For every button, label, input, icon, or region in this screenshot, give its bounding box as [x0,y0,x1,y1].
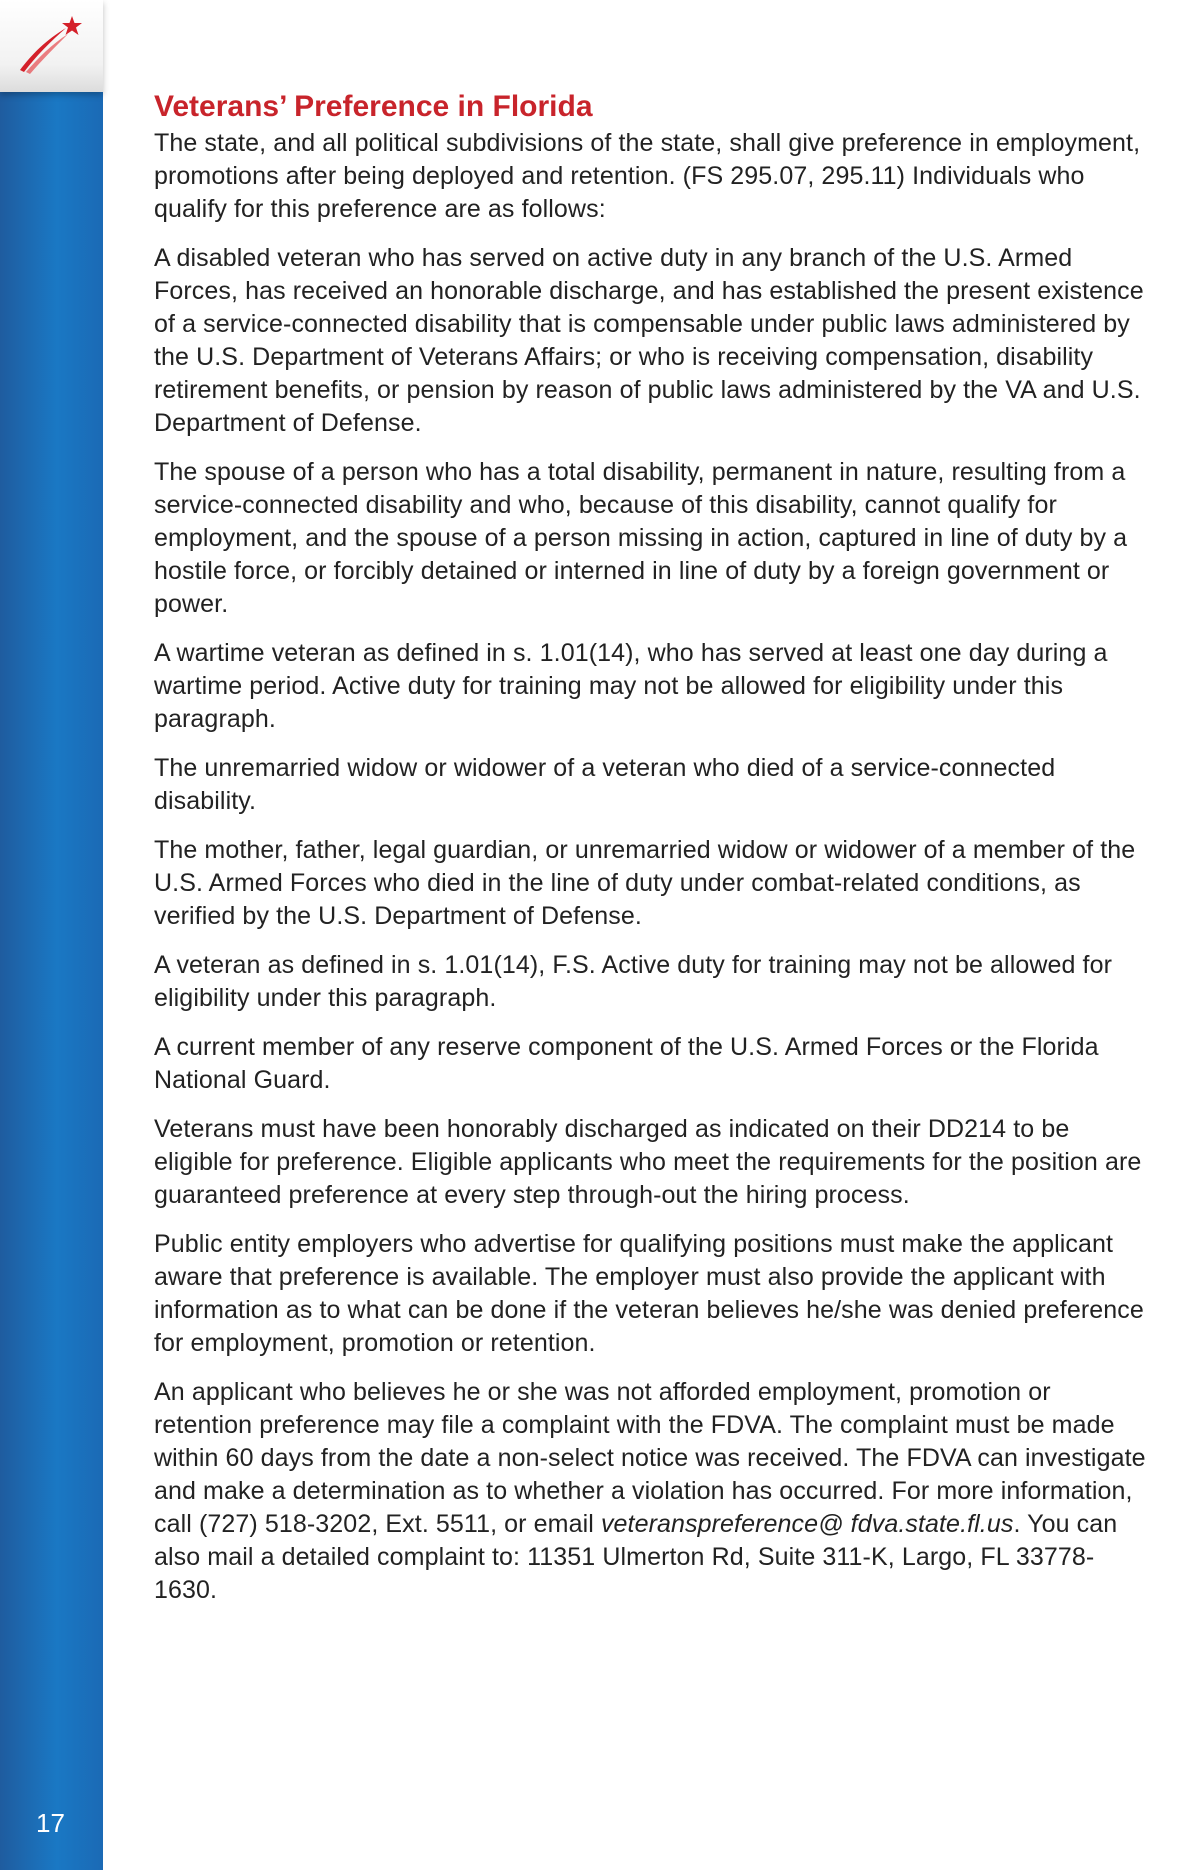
page-content [154,88,1154,1623]
paragraph-veteran-definition: A veteran as defined in s. 1.01(14), F.S. Active duty for training may not be allowed for eligibility under this paragraph. [154,951,1113,1012]
left-sidebar-band [0,0,103,1870]
page-title: Veterans’ Preference in Florida [154,90,593,123]
page-number: 17 [36,1808,65,1838]
email-link[interactable]: veteranspreference@ fdva.state.fl.us [600,1510,1014,1538]
shooting-star-icon [16,14,86,74]
paragraph-reserve-member: A current member of any reserve component of the U.S. Armed Forces or the Florida National Guard. [154,1033,1099,1094]
complaint-text: An applicant who believes he or she was not afforded employment, promotion or retention preference may file a complaint with the FDVA. The complaint must be made within 60 days from the date a non-select notice was received. The FDVA can investigate and make a determination as to whether a violation has occurred. For more information, call (727) 518-3202, Ext. 5511, or email [154,1378,1146,1538]
paragraph-wartime-veteran: A wartime veteran as defined in s. 1.01(14), who has served at least one day during a wartime period. Active duty for training may not be allowed for eligibility under this paragraph. [154,639,1108,733]
paragraph-employer-obligations: Public entity employers who advertise for qualifying positions must make the applicant aware that preference is available. The employer must also provide the applicant with information as to what can be done if the veteran believes he/she was denied preference for employment, promotion or retention. [154,1230,1144,1357]
complaint-address-text: . You can also mail a detailed complaint to: 11351 Ulmerton Rd, Suite 311-K, Largo, FL 33778-1630. [154,1510,1118,1604]
paragraph-discharge-requirement: Veterans must have been honorably discharged as indicated on their DD214 to be eligible for preference. Eligible applicants who meet the requirements for the position are guaranteed preference at every step through-out the hiring process. [154,1115,1142,1209]
paragraph-spouse: The spouse of a person who has a total disability, permanent in nature, resulting from a service-connected disability and who, because of this disability, cannot qualify for employment, and the spouse of a person missing in action, captured in line of duty by a hostile force, or forcibly detained or interned in line of duty by a foreign government or power. [154,458,1128,618]
sidebar-top-cap [0,0,103,92]
paragraph-disabled-veteran: A disabled veteran who has served on active duty in any branch of the U.S. Armed Forces, has received an honorable discharge, and has established the present existence of a service-connected disability that is compensable under public laws administered by the U.S. Department of Veterans Affairs; or who is receiving compensation, disability retirement benefits, or pension by reason of public laws administered by the VA and U.S. Department of Defense. [154,244,1144,437]
paragraph-complaint [154,1376,1154,1607]
paragraph-intro: The state, and all political subdivisions of the state, shall give preference in employment, promotions after being deployed and retention. (FS 295.07, 295.11) Individuals who qualify for this preference are as follows: [154,129,1141,223]
paragraph-gold-star-family: The mother, father, legal guardian, or unremarried widow or widower of a member of the U.S. Armed Forces who died in the line of duty under combat-related conditions, as verified by the U.S. Department of Defense. [154,836,1136,930]
paragraph-widow: The unremarried widow or widower of a veteran who died of a service-connected disability. [154,754,1056,815]
